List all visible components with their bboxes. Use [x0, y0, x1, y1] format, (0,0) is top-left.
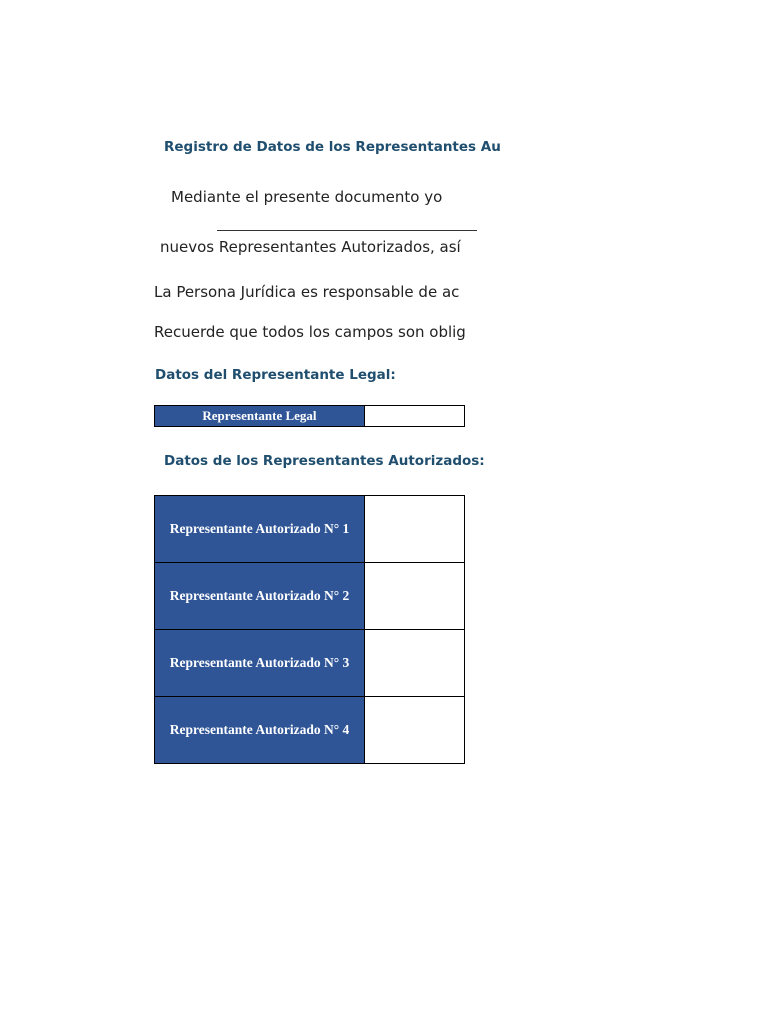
authorized-representative-value[interactable]: [365, 563, 465, 630]
legal-representative-value[interactable]: [364, 406, 464, 427]
authorized-representative-value[interactable]: [365, 630, 465, 697]
authorized-section-heading: Datos de los Representantes Autorizados:: [164, 453, 485, 469]
name-blank-line[interactable]: [217, 230, 477, 231]
authorized-representative-label: Representante Autorizado N° 3: [155, 630, 365, 697]
table-row: [155, 563, 465, 630]
legal-representative-label: Representante Legal: [155, 406, 365, 427]
authorized-representative-label: Representante Autorizado N° 4: [155, 697, 365, 764]
table-row: [155, 630, 465, 697]
table-row: [155, 496, 465, 563]
body-line-4: Recuerde que todos los campos son oblig: [154, 323, 466, 341]
authorized-representative-label: Representante Autorizado N° 1: [155, 496, 365, 563]
table-row: [155, 697, 465, 764]
document-title: Registro de Datos de los Representantes Au: [164, 139, 501, 155]
body-line-2: nuevos Representantes Autorizados, así: [160, 238, 461, 256]
authorized-representatives-table: [154, 495, 465, 764]
authorized-representative-value[interactable]: [365, 697, 465, 764]
table-row: [155, 406, 465, 427]
legal-section-heading: Datos del Representante Legal:: [155, 367, 396, 383]
authorized-representative-value[interactable]: [365, 496, 465, 563]
legal-representative-table: [154, 405, 465, 427]
intro-line: Mediante el presente documento yo: [171, 188, 443, 206]
authorized-representative-label: Representante Autorizado N° 2: [155, 563, 365, 630]
body-line-3: La Persona Jurídica es responsable de ac: [154, 283, 460, 301]
